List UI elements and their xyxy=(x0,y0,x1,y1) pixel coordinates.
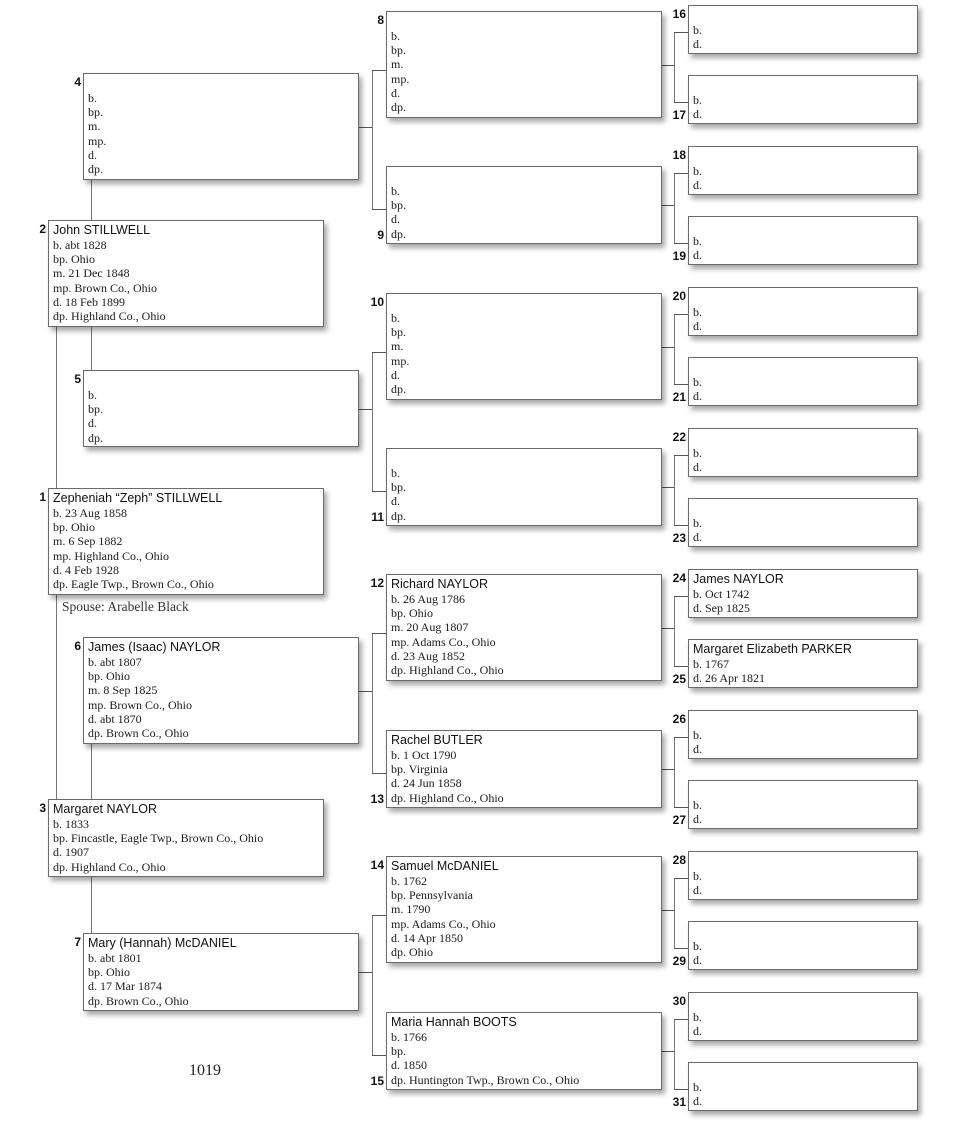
person-detail-line: b. xyxy=(391,311,400,325)
person-detail-line: b. Oct 1742 xyxy=(693,587,750,601)
person-detail-line: b. 1766 xyxy=(391,1030,427,1044)
connector-line xyxy=(674,525,688,526)
person-box-1[interactable] xyxy=(48,488,324,595)
person-detail-line: dp. xyxy=(391,508,406,523)
person-detail-line: bp. xyxy=(391,325,406,340)
person-detail-line: dp. Highland Co., Ohio xyxy=(391,790,504,805)
person-detail-line: mp. Adams Co., Ohio xyxy=(391,634,496,649)
connector-line xyxy=(662,347,674,348)
person-detail-line: b. xyxy=(693,164,702,178)
person-detail-line: m. xyxy=(391,339,404,354)
person-detail-line: b. xyxy=(693,798,702,812)
person-detail-line: m. xyxy=(391,57,404,72)
person-name: Margaret Elizabeth PARKER xyxy=(693,642,852,656)
person-detail-line: d. Sep 1825 xyxy=(693,601,750,616)
person-detail-line: m. xyxy=(88,119,101,134)
connector-line xyxy=(674,596,688,597)
person-name xyxy=(693,853,917,869)
person-detail-line: mp. Brown Co., Ohio xyxy=(53,280,158,295)
person-detail-line: b. xyxy=(693,728,702,742)
connector-line xyxy=(674,737,675,808)
person-detail-line: b. xyxy=(693,1010,702,1024)
person-name: Margaret NAYLOR xyxy=(53,802,157,816)
person-number: 27 xyxy=(672,813,686,827)
person-name xyxy=(693,712,917,728)
person-detail-line: d. xyxy=(693,812,702,827)
person-number: 12 xyxy=(370,576,384,590)
person-number: 23 xyxy=(672,531,686,545)
connector-line xyxy=(372,633,386,634)
person-name xyxy=(693,430,917,446)
person-detail-line: bp. Pennsylvania xyxy=(391,888,473,903)
person-name: James NAYLOR xyxy=(693,572,784,586)
person-detail-line: d. xyxy=(693,389,702,404)
person-detail-line: b. xyxy=(693,446,702,460)
person-detail-line: dp. xyxy=(391,382,406,397)
person-detail-line: d. 26 Apr 1821 xyxy=(693,671,765,686)
person-box-20[interactable] xyxy=(688,287,918,336)
person-detail-line: bp. xyxy=(88,105,103,120)
connector-line xyxy=(674,1089,688,1090)
person-number: 17 xyxy=(672,108,686,122)
person-box-8[interactable] xyxy=(386,11,662,118)
person-number: 22 xyxy=(672,430,686,444)
person-number: 3 xyxy=(39,801,46,815)
connector-line xyxy=(674,173,688,174)
person-name xyxy=(693,782,917,798)
person-detail-line: dp. Brown Co., Ohio xyxy=(88,993,189,1008)
person-detail-line: b. xyxy=(391,29,400,43)
person-detail-line: m. 21 Dec 1848 xyxy=(53,266,130,281)
person-detail-line: b. xyxy=(391,466,400,480)
person-box-6[interactable] xyxy=(83,637,359,744)
connector-line xyxy=(372,70,373,210)
person-detail-line: b. xyxy=(693,869,702,883)
person-detail-line: mp. Brown Co., Ohio xyxy=(88,697,193,712)
person-detail-line: d. xyxy=(693,1094,702,1109)
person-detail-line: d. xyxy=(693,319,702,334)
connector-line xyxy=(674,32,688,33)
person-detail-line: bp. Ohio xyxy=(53,252,95,267)
connector-line xyxy=(359,409,372,410)
person-number: 19 xyxy=(672,249,686,263)
person-box-28[interactable] xyxy=(688,851,918,900)
person-number: 31 xyxy=(672,1095,686,1109)
person-number: 7 xyxy=(74,935,81,949)
connector-line xyxy=(662,910,674,911)
connector-line xyxy=(674,314,688,315)
person-detail-line: bp. Ohio xyxy=(88,669,130,684)
person-detail-line: b. abt 1807 xyxy=(88,655,142,669)
person-detail-line: d. xyxy=(693,178,702,193)
person-name: Zepheniah “Zeph” STILLWELL xyxy=(53,491,223,505)
person-detail-line: d. xyxy=(88,147,97,162)
person-detail-line: d. xyxy=(391,85,400,100)
person-detail-line: bp. xyxy=(88,402,103,417)
connector-line xyxy=(662,769,674,770)
person-number: 14 xyxy=(370,858,384,872)
person-box-10[interactable] xyxy=(386,293,662,400)
connector-line xyxy=(662,628,674,629)
person-name xyxy=(693,359,917,375)
person-number: 30 xyxy=(672,994,686,1008)
person-box-5[interactable] xyxy=(83,370,359,447)
connector-line xyxy=(674,455,675,526)
person-detail-line: d. xyxy=(391,494,400,509)
person-name xyxy=(391,168,661,184)
person-detail-line: d. xyxy=(88,416,97,431)
spouse-label: Spouse: Arabelle Black xyxy=(62,599,189,614)
person-detail-line: bp. Ohio xyxy=(53,520,95,535)
person-name: James (Isaac) NAYLOR xyxy=(88,640,221,654)
person-detail-line: dp. Highland Co., Ohio xyxy=(53,309,166,324)
connector-line xyxy=(674,32,675,103)
person-box-21[interactable] xyxy=(688,357,918,406)
person-box-7[interactable] xyxy=(83,933,359,1011)
person-detail-line: dp. xyxy=(88,162,103,177)
person-name: Mary (Hannah) McDANIEL xyxy=(88,936,237,950)
person-detail-line: d. 14 Apr 1850 xyxy=(391,930,463,945)
person-detail-line: b. 1 Oct 1790 xyxy=(391,748,457,762)
person-box-30[interactable] xyxy=(688,992,918,1041)
person-detail-line: mp. Highland Co., Ohio xyxy=(53,548,169,563)
person-number: 16 xyxy=(672,7,686,21)
person-detail-line: dp. Huntington Twp., Brown Co., Ohio xyxy=(391,1072,580,1087)
person-name: Maria Hannah BOOTS xyxy=(391,1015,517,1029)
connector-line xyxy=(56,595,57,799)
connector-line xyxy=(674,737,688,738)
person-detail-line: b. xyxy=(693,516,702,530)
person-name: John STILLWELL xyxy=(53,223,151,237)
connector-line xyxy=(372,491,386,492)
connector-line xyxy=(674,1019,688,1020)
person-name xyxy=(391,450,661,466)
person-detail-line: d. xyxy=(391,367,400,382)
person-detail-line: b. 26 Aug 1786 xyxy=(391,592,466,606)
connector-line xyxy=(674,455,688,456)
person-detail-line: m. 8 Sep 1825 xyxy=(88,683,158,698)
person-detail-line: b. 1762 xyxy=(391,874,427,888)
person-name xyxy=(693,218,917,234)
person-detail-line: d. 1907 xyxy=(53,845,89,860)
person-box-29[interactable] xyxy=(688,921,918,970)
connector-line xyxy=(674,807,688,808)
person-detail-line: b. xyxy=(391,184,400,198)
connector-line xyxy=(372,70,386,71)
person-detail-line: b. xyxy=(88,388,97,402)
person-name xyxy=(391,295,661,311)
person-detail-line: b. xyxy=(693,1080,702,1094)
connector-line xyxy=(662,1051,674,1052)
connector-line xyxy=(372,352,373,492)
person-box-4[interactable] xyxy=(83,73,359,180)
person-detail-line: b. xyxy=(693,93,702,107)
person-name xyxy=(693,923,917,939)
person-detail-line: dp. Brown Co., Ohio xyxy=(88,726,189,741)
person-detail-line: b. 23 Aug 1858 xyxy=(53,506,128,520)
connector-line xyxy=(674,1019,675,1090)
person-number: 28 xyxy=(672,853,686,867)
connector-line xyxy=(359,972,372,973)
connector-line xyxy=(662,205,674,206)
person-number: 9 xyxy=(377,228,384,242)
person-detail-line: dp. Ohio xyxy=(391,945,433,960)
person-detail-line: d. xyxy=(693,953,702,968)
person-detail-line: mp. xyxy=(391,353,410,368)
connector-line xyxy=(662,65,674,66)
person-box-11[interactable] xyxy=(386,448,662,526)
person-detail-line: d. xyxy=(693,248,702,263)
person-name xyxy=(693,148,917,164)
connector-line xyxy=(674,878,675,949)
person-detail-line: d. xyxy=(693,107,702,122)
connector-line xyxy=(674,666,688,667)
person-number: 5 xyxy=(74,372,81,386)
person-detail-line: dp. Eagle Twp., Brown Co., Ohio xyxy=(53,577,214,592)
person-number: 13 xyxy=(370,792,384,806)
person-detail-line: dp. Highland Co., Ohio xyxy=(391,663,504,678)
person-name xyxy=(88,372,358,388)
person-detail-line: bp. xyxy=(391,480,406,495)
person-box-16[interactable] xyxy=(688,5,918,54)
person-detail-line: d. xyxy=(693,1024,702,1039)
person-detail-line: b. xyxy=(693,23,702,37)
person-number: 2 xyxy=(39,222,46,236)
person-number: 24 xyxy=(672,571,686,585)
person-detail-line: bp. Virginia xyxy=(391,762,448,777)
person-detail-line: dp. xyxy=(391,100,406,115)
person-detail-line: b. xyxy=(693,939,702,953)
connector-line xyxy=(372,209,386,210)
person-name xyxy=(88,75,358,91)
connector-line xyxy=(372,773,386,774)
person-number: 15 xyxy=(370,1074,384,1088)
person-detail-line: d. 17 Mar 1874 xyxy=(88,979,162,994)
person-number: 11 xyxy=(371,510,384,524)
person-detail-line: dp. Highland Co., Ohio xyxy=(53,859,166,874)
connector-line xyxy=(674,948,688,949)
connector-line xyxy=(674,314,675,385)
person-box-13[interactable] xyxy=(386,730,662,808)
person-number: 20 xyxy=(672,289,686,303)
person-number: 25 xyxy=(672,672,686,686)
person-box-23[interactable] xyxy=(688,498,918,547)
person-box-2[interactable] xyxy=(48,220,324,327)
page-number: 1019 xyxy=(189,1062,221,1079)
person-detail-line: d. 18 Feb 1899 xyxy=(53,294,125,309)
person-detail-line: b. xyxy=(88,91,97,105)
person-detail-line: m. 6 Sep 1882 xyxy=(53,534,123,549)
connector-line xyxy=(674,596,675,667)
connector-line xyxy=(674,173,675,244)
person-detail-line: bp. Ohio xyxy=(88,965,130,980)
connector-line xyxy=(372,915,373,1056)
connector-line xyxy=(91,877,92,933)
person-box-3[interactable] xyxy=(48,799,324,877)
person-box-31[interactable] xyxy=(688,1062,918,1111)
person-detail-line: d. xyxy=(693,530,702,545)
connector-line xyxy=(674,384,688,385)
person-name xyxy=(693,7,917,23)
person-detail-line: bp. xyxy=(391,43,406,58)
person-name xyxy=(391,13,661,29)
person-detail-line: b. 1833 xyxy=(53,817,89,831)
person-detail-line: b. xyxy=(693,234,702,248)
connector-line xyxy=(674,878,688,879)
person-detail-line: d. 24 Jun 1858 xyxy=(391,776,462,791)
connector-line xyxy=(662,487,674,488)
connector-line xyxy=(372,915,386,916)
person-detail-line: d. abt 1870 xyxy=(88,711,142,726)
person-detail-line: d. 1850 xyxy=(391,1058,427,1073)
person-box-9[interactable] xyxy=(386,166,662,244)
person-box-19[interactable] xyxy=(688,216,918,265)
person-detail-line: d. 4 Feb 1928 xyxy=(53,562,119,577)
person-name: Richard NAYLOR xyxy=(391,577,489,591)
person-number: 10 xyxy=(370,295,384,309)
connector-line xyxy=(674,102,688,103)
person-detail-line: m. 20 Aug 1807 xyxy=(391,620,469,635)
person-box-25[interactable] xyxy=(688,639,918,688)
person-detail-line: dp. xyxy=(88,430,103,445)
person-box-12[interactable] xyxy=(386,574,662,681)
connector-line xyxy=(674,243,688,244)
person-box-15[interactable] xyxy=(386,1012,662,1090)
person-detail-line: d. xyxy=(693,742,702,757)
person-name: Samuel McDANIEL xyxy=(391,859,499,873)
person-number: 1 xyxy=(39,490,46,504)
person-detail-line: bp. Ohio xyxy=(391,606,433,621)
connector-line xyxy=(91,744,92,799)
person-detail-line: mp. xyxy=(391,71,410,86)
person-detail-line: b. abt 1828 xyxy=(53,238,107,252)
person-detail-line: dp. xyxy=(391,226,406,241)
person-detail-line: d. xyxy=(391,212,400,227)
person-number: 4 xyxy=(74,75,81,89)
person-number: 6 xyxy=(74,639,81,653)
person-box-26[interactable] xyxy=(688,710,918,759)
person-detail-line: b. 1767 xyxy=(693,657,729,671)
person-detail-line: m. 1790 xyxy=(391,902,431,917)
person-name xyxy=(693,77,917,93)
connector-line xyxy=(91,327,92,370)
connector-line xyxy=(91,180,92,220)
person-detail-line: mp. Adams Co., Ohio xyxy=(391,916,496,931)
person-detail-line: bp. xyxy=(391,1044,406,1059)
person-name xyxy=(693,994,917,1010)
person-detail-line: d. xyxy=(693,883,702,898)
person-number: 29 xyxy=(672,954,686,968)
person-name xyxy=(693,1064,917,1080)
person-detail-line: b. xyxy=(693,305,702,319)
person-number: 26 xyxy=(672,712,686,726)
connector-line xyxy=(372,352,386,353)
person-number: 21 xyxy=(672,390,686,404)
person-detail-line: mp. xyxy=(88,133,107,148)
person-name xyxy=(693,500,917,516)
person-number: 18 xyxy=(672,148,686,162)
person-detail-line: b. xyxy=(693,375,702,389)
person-box-17[interactable] xyxy=(688,75,918,124)
person-box-22[interactable] xyxy=(688,428,918,477)
person-name: Rachel BUTLER xyxy=(391,733,483,747)
person-detail-line: bp. xyxy=(391,198,406,213)
connector-line xyxy=(372,633,373,774)
person-detail-line: d. xyxy=(693,460,702,475)
person-box-18[interactable] xyxy=(688,146,918,195)
person-box-27[interactable] xyxy=(688,780,918,829)
connector-line xyxy=(359,127,372,128)
connector-line xyxy=(372,1055,386,1056)
person-detail-line: b. abt 1801 xyxy=(88,951,142,965)
person-number: 8 xyxy=(377,13,384,27)
connector-line xyxy=(359,691,372,692)
person-detail-line: d. xyxy=(693,37,702,52)
person-box-24[interactable] xyxy=(688,569,918,618)
person-name xyxy=(693,289,917,305)
person-box-14[interactable] xyxy=(386,856,662,963)
connector-line xyxy=(56,327,57,488)
person-detail-line: bp. Fincastle, Eagle Twp., Brown Co., Ohio xyxy=(53,831,264,846)
person-detail-line: d. 23 Aug 1852 xyxy=(391,648,466,663)
